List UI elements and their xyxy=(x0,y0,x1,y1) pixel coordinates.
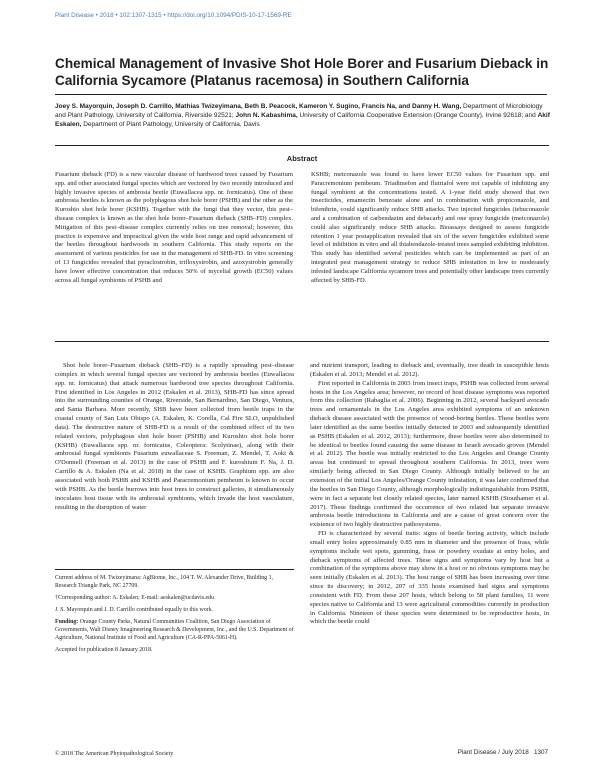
body-left-column xyxy=(55,362,294,512)
footnote-accepted: Accepted for publication 8 January 2018. xyxy=(55,647,153,653)
footer-journal-issue: Plant Disease / July 2018 xyxy=(457,749,529,756)
footnote-divider xyxy=(55,569,294,570)
page-number: 1307 xyxy=(533,749,548,756)
affiliation-ucce: University of California Cooperative Extension (Orange County), Irvine 92618; and xyxy=(299,112,536,119)
author-kabashima: John N. Kabashima, xyxy=(235,112,298,119)
abstract-section xyxy=(55,145,549,342)
body-paragraph: and nutrient transport, leading to dieback and, eventually, tree death in susceptible hosts (Eskalen et al. 2013; Mendel et al. 2012). xyxy=(310,362,549,378)
author-block xyxy=(55,102,555,129)
abstract-right-column: KSHB; metconazole was found to have lower EC50 values for Fusarium spp. and Paracremonium pembeum. Triadimefon and flutriafol were not capable of inhibiting any fungal symbiont at the concentrations tested. A 1-year field study showed that two insecticides, emamectin benzoate alone and in combination with propiconazole, and bifenthrin, could significantly reduce SHB attacks. Two injected fungicides (tebuconazole and a combination of carbendazim and debacarb) and one spray fungicide (metconazole) could also significantly reduce SHB attacks. Bioassays designed to assess fungicide retention 1 year postapplication revealed that six of the seven fungicides exhibited some level of inhibition in vitro and all thiabendazole-treated trees sampled exhibiting inhibition. This study has identified several pesticides which can be implemented as part of an integrated pest management strategy to reduce SHB infestation in low to moderately infested landscape California sycamore trees and potentially other landscape trees currently affected by SHB-FD. xyxy=(311,171,549,284)
abstract-left-column: Fusarium dieback (FD) is a new vascular disease of hardwood trees caused by Fusarium spp. and other associated fungal species which are vectored by two recently introduced and highly invasive species of ambrosia beetle (Euwallacea spp. nr. fornicatus). One of these ambrosia beetles is known as the polyphagous shot hole borer (PSHB) and the other as the Kuroshio shot hole borer (KSHB). Together with the fungi that they vector, this pest–disease complex is known as the shot hole borer–Fusarium dieback (SHB–FD) complex. Mitigation of this pest–disease complex currently relies on tree removal; however, this practice is expensive and impractical given the wide host range and rapid advancement of the beetles throughout hardwoods in southern California. This study reports on the assessment of various pesticides for use in the management of SHB-FD. In vitro screening of 13 fungicides revealed that pyraclostrobin, trifloxystrobin, and azoxystrobin generally have lower effective concentration that reduces 50% of mycelial growth (EC50) values across all fungal symbionts of PSHB and xyxy=(55,171,293,284)
body-paragraph: First reported in California in 2003 from insect traps, PSHB was collected from several hosts in the Los Angeles area; however, no record of host disease symptoms was reported from this collection (Rabaglia et al. 2006). Beginning in 2012, several backyard avocado trees and ornamentals in the Los Angeles area exhibited symptoms of an unknown dieback disease associated with the presence of wood-boring beetles. These beetles were later identified as the same beetles initially detected in 2003 and subsequently identified as PSHB (Eskalen et al. 2012, 2013); furthermore, these beetles were also determined to be identical to beetles found causing the same disease in Israeli avocado groves (Mendel et al. 2012). The beetle was initially restricted to the Los Angeles and Orange County areas but continued to spread throughout southern California. In 2013, trees were similarly being affected in San Diego County. Although initially believed to be an extension of the initial Los Angeles/Orange County infestation, it was later confirmed that the beetles in San Diego County, although morphologically indistinguishable from PSHB, were in fact a separate but closely related species, later named KSHB (Stouthamer et al. 2017). These findings confirmed the occurrence of two related but separate invasive ambrosia beetle introductions in California and are a cause of great concern over the existence of two highly destructive pathosystems. xyxy=(310,379,549,529)
journal-year: 2018 xyxy=(99,12,114,19)
footnote-funding: Funding: Orange County Parks, Natural Communities Coalition, San Diego Association of Governments, Walt Disney Imagineering Research & Development, Inc., and the U.S. Department of Agriculture, National Institute of Food and Agriculture (CA-R-PPA-5061-H). xyxy=(55,619,294,641)
affiliation-ucd: Department of Plant Pathology, University of California, Davis xyxy=(83,121,260,128)
copyright-notice: © 2018 The American Phytopathological Society xyxy=(55,751,174,757)
footnote-equal-contribution: J. S. Mayorquin and J. D. Carrillo contributed equally to this work. xyxy=(55,607,214,613)
journal-name: Plant Disease xyxy=(55,12,94,19)
title-divider xyxy=(55,94,547,95)
article-title: Chemical Management of Invasive Shot Hole Borer and Fusarium Dieback in California Sycamore (Platanus racemosa) in Southern California xyxy=(55,56,549,88)
funding-label: Funding: xyxy=(55,619,79,625)
affiliation-ucr: Department of Microbiology and Plant Pathology, University of California, Riverside 92521; xyxy=(55,103,543,119)
journal-pages: 102:1307-1315 xyxy=(119,12,162,19)
abstract-heading: Abstract xyxy=(286,154,318,163)
footnote-corresponding: †Corresponding author: A. Eskalen; E-mail: aeskalen@ucdavis.edu xyxy=(55,595,215,601)
body-right-column xyxy=(310,362,549,627)
author-list: Joey S. Mayorquin, Joseph D. Carrillo, Mathias Twizeyimana, Beth B. Peacock, Kameron Y. Sugino, Francis Na, and Danny H. Wang, xyxy=(55,103,462,110)
author-eskalen: Akif Eskalen, xyxy=(55,112,550,128)
page-footer xyxy=(458,749,548,756)
doi-link[interactable]: https://doi.org/10.1094/PDIS-10-17-1569-RE xyxy=(167,12,292,19)
footnotes xyxy=(55,574,294,658)
body-paragraph: Shot hole borer–Fusarium dieback (SHB–FD) is a rapidly spreading pest–disease complex in which several fungal species are vectored by ambrosia beetles (Euwallacea spp. nr. fornicatus) that attack numerous hardwood tree species throughout California. First identified in Los Angeles in 2012 (Eskalen et al. 2013), SHB-FD has since spread into the surrounding counties of Orange, Riverside, San Bernardino, San Diego, Ventura, and Santa Barbara. More recently, SHB have been collected from beetle traps in the coastal county of San Luis Obispo (A. Eskalen, K. Corella, Cal Fire SLO, unpublished data). The destructive nature of SHB-FD is a result of the combined effect of its two related vectors, polyphagous shot hole borer (PSHB) and Kuroshio shot hole borer (KSHB) (Euwallacea spp. nr. fornicatus, Coleoptera: Scolytinae), along with their ambrosial fungal symbionts Fusarium euwallaceae S. Freeman, Z. Mendel, T. Aoki & O'Donnell (Freeman et al. 2013) in the case of PSHB and F. kuroshium F. Na, J. D. Carrillo & A. Eskalen (Na et al. 2018) in the case of KSHB. Graphium spp. are also associated with both PSHB and KSHB and Paracremonium pembeum is known to occur with PSHB. As the beetle burrows into host trees to construct galleries, it simultaneously inoculates host tissue with its ambrosial symbionts, which invade the host vasculature, resulting in the disruption of water xyxy=(55,362,294,511)
journal-header: Plant Disease • 2018 • 102:1307-1315 • https://doi.org/10.1094/PDIS-10-17-1569-RE xyxy=(55,12,292,19)
footnote-address: Current address of M. Twizeyimana: AgBiome, Inc., 104 T. W. Alexander Drive, Building 1, Research Triangle Park, NC 27709. xyxy=(55,575,273,589)
body-paragraph: FD is characterized by several traits: signs of beetle boring activity, which include small entry holes approximately 0.85 mm in diameter and the presence of frass, while symptoms include wet spots, gumming, frass or powdery exudate at entry holes, and dieback symptoms of affected trees. These signs and symptoms vary by host but a combination of the symptoms above may show in a host or no obvious symptoms may be seen initially (Eskalen et al. 2013). The host range of SHB has been increasing over time since its discovery; in 2012, 207 of 335 hosts examined had signs and symptoms consistent with FD. From these 207 hosts, which belong to 58 plant families, 11 were species native to California and 13 were agricultural commodities currently in production in California. Nineteen of these species were determined to be reproductive hosts, in which the beetle could xyxy=(310,530,549,626)
